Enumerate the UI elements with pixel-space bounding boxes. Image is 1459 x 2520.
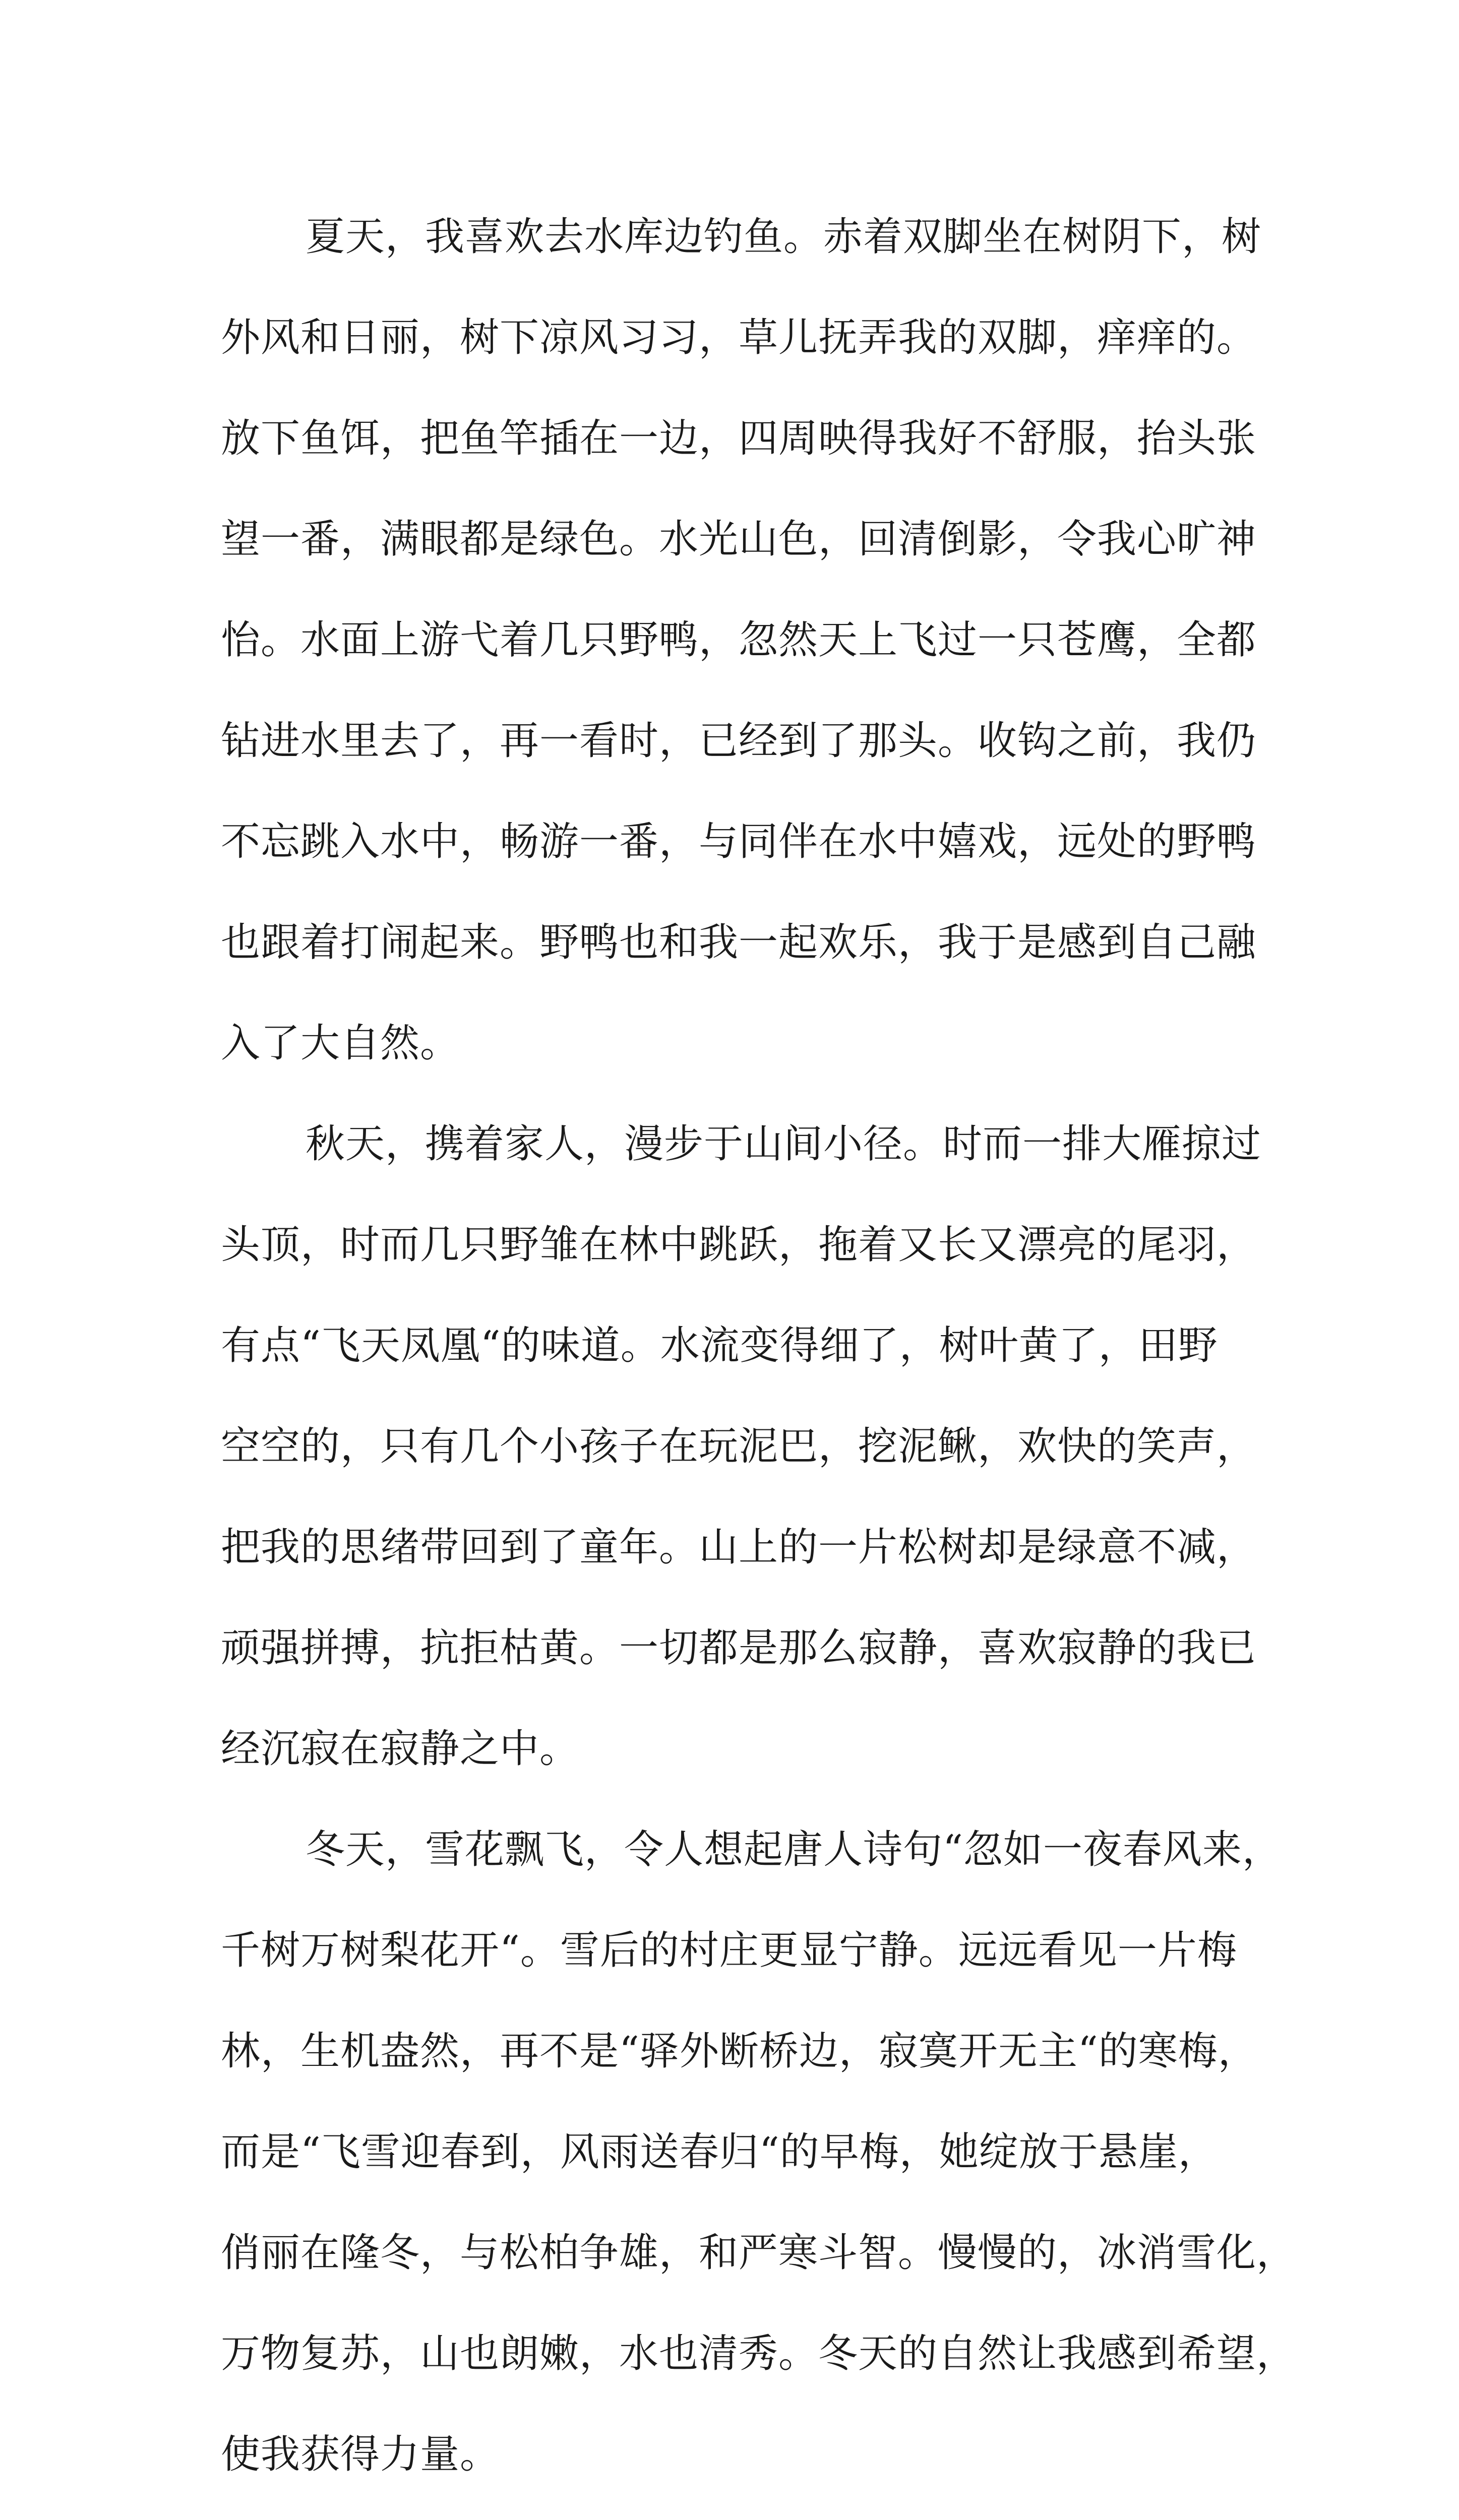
text-line [221,2505,1247,2520]
text-line: 放下鱼饵，把鱼竿插在一边，四周映得我好不舒服，抬头张 [221,416,1257,461]
text-line: 也跟着打闹起来。野鸭也和我一起欢乐，我于是感到自己融 [221,920,1257,965]
text-line: 经沉寂在寂静之中。 [221,1726,580,1772]
paragraph-autumn [221,1094,1262,1799]
text-line: 冬天，雪花飘飞，令人想起唐人诗句“忽如一夜春风来， [306,1827,1282,1872]
text-line: 秋天，携着家人，漫步于山间小径。时而一排大雁掠过 [306,1121,1262,1167]
text-line: 外风和日丽，树下凉风习习，草儿抚弄我的双脚，痒痒的。 [221,315,1257,360]
text-line: 不忘跳入水中，畅游一番，与同伴在水中嬉戏，远处的野鸭 [221,819,1257,864]
text-line: 使我获得力量。 [221,2432,500,2477]
text-line: 钻进水里去了，再一看时，已经到了那头。收钩之前，我仍 [221,718,1257,764]
text-line: 头顶，时而几只野雏在林中跳跃，拖着又长又漂亮的尾羽， [221,1222,1257,1268]
paragraph-winter [221,1799,1297,2505]
text-line: 把我的思绪带回到了童年。山上的一片松树却是绿意不减， [221,1525,1257,1570]
text-line: 万物复苏，山也朗嫩，水也清秀。冬天的自然让我感到希望， [221,2331,1297,2376]
text-line: 怡。水面上游弋着几只野鸭，忽然天上飞过一只苍鹰，全都 [221,617,1257,663]
text-line: 望一番，满眼都是绿色。水光山色，回清倒影，令我心旷神 [221,517,1257,562]
text-line: 顽强拼搏，抗拒枯黄。一切都是那么寂静，喜欢寂静的我已 [221,1625,1257,1671]
text-line: 有点“飞天凤凰“的味道。水流变得细了，树叶黄了，田野 [221,1323,1218,1368]
paragraph-conclusion [221,2505,1247,2520]
text-line: 空空的，只有几个小孩子在玩泥巴，挖泥鳅，欢快的笑声， [221,1424,1257,1469]
text-line: 俏丽在隆冬，与松柏争雄，和严寒斗智。慢慢的，冰消雪化， [221,2230,1297,2276]
text-line: 夏天，我喜欢去水库边钓鱼。赤着双脚坐在树阴下，树 [306,214,1262,260]
text-line: 而是“飞雪迎春到，风雨送春归“的早梅，她绽放于悬崖， [221,2129,1218,2175]
text-line: 千树万树梨花开“。雪后的村庄更显宁静。远远看见一片梅 [221,1928,1237,1973]
text-line: 入了大自然。 [221,1021,460,1066]
paragraph-summer [221,186,1262,1094]
text-line: 林，生机盎然，再不是“驿外断桥边，寂寞开无主“的寒梅， [221,2029,1258,2074]
document-body [221,186,1297,2520]
